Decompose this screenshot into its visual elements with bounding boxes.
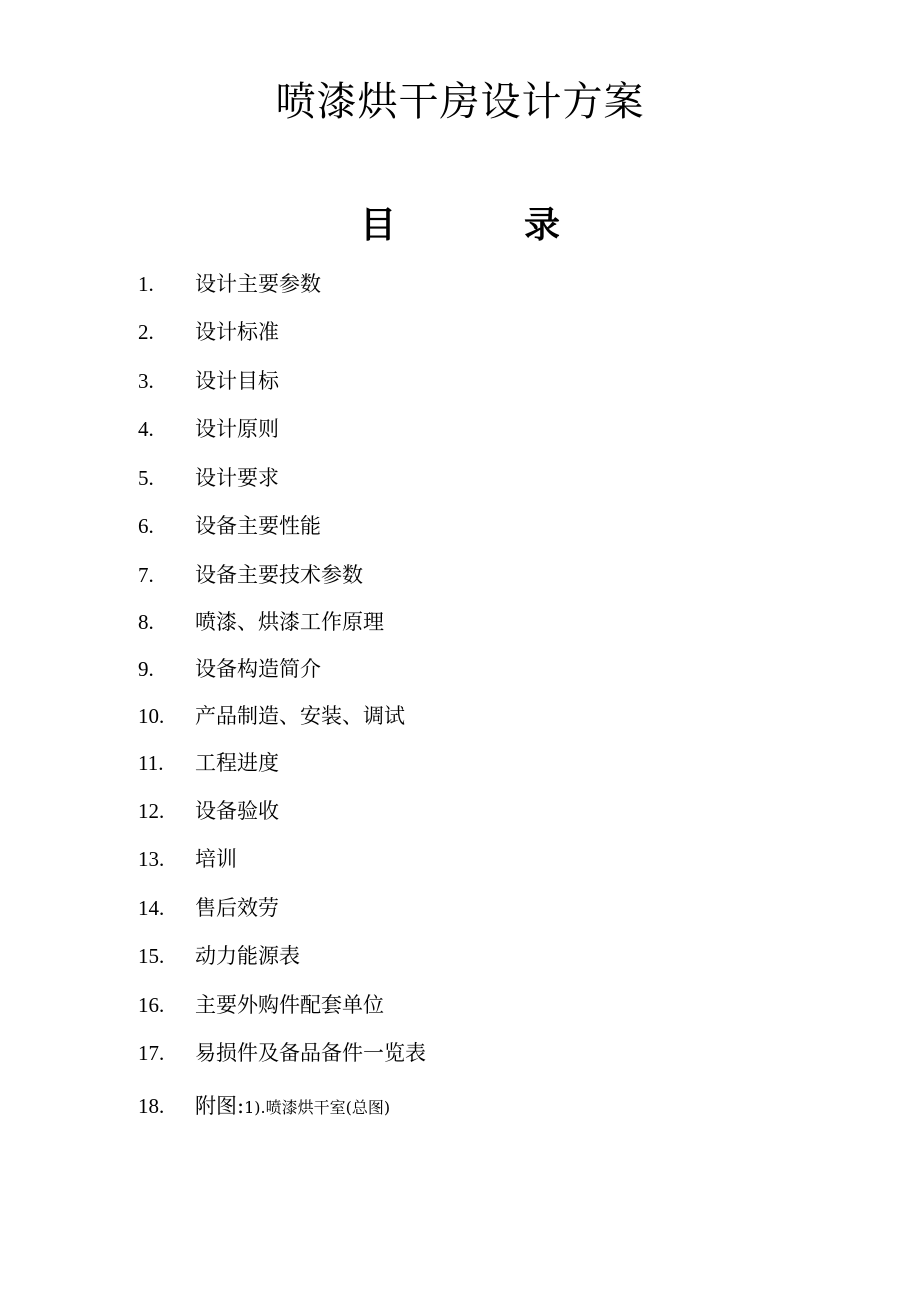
toc-item-label: 设计标准 — [195, 320, 279, 344]
toc-item — [0, 746, 920, 780]
toc-item-number: 2. — [138, 320, 154, 344]
toc-item — [0, 412, 920, 446]
toc-item-label: 动力能源表 — [195, 944, 300, 968]
document-title: 喷漆烘干房设计方案 — [275, 79, 645, 125]
toc-item-number: 14. — [138, 896, 165, 920]
toc-item-number: 4. — [138, 417, 154, 441]
toc-item-label: 喷漆、烘漆工作原理 — [195, 610, 384, 634]
toc-item-label: 设计原则 — [195, 417, 279, 441]
toc-item — [0, 364, 920, 398]
toc-item — [0, 794, 920, 828]
toc-heading-left: 目 — [360, 204, 397, 246]
toc-item-label: 工程进度 — [195, 751, 279, 775]
toc-item-label: 培训 — [195, 847, 237, 871]
toc-item-label: 设计目标 — [195, 369, 279, 393]
toc-item — [0, 315, 920, 349]
toc-item-number: 17. — [138, 1041, 165, 1065]
toc-item-number: 15. — [138, 944, 165, 968]
toc-item-label — [195, 1089, 390, 1125]
toc-item — [0, 509, 920, 543]
toc-item-label: 设备验收 — [195, 799, 279, 823]
toc-item-label: 设计要求 — [195, 466, 279, 490]
toc-item-number: 13. — [138, 847, 165, 871]
toc-item-number: 10. — [138, 704, 165, 728]
toc-item-number: 6. — [138, 514, 154, 538]
toc-item-number: 9. — [138, 657, 154, 681]
toc-item-label: 售后效劳 — [195, 896, 279, 920]
toc-item-number: 18. — [138, 1094, 165, 1118]
toc-item-number: 11. — [138, 751, 164, 775]
toc-heading-right: 录 — [524, 204, 561, 246]
toc-item — [0, 605, 920, 639]
toc-item-label: 设备主要技术参数 — [195, 563, 363, 587]
toc-item-label: 易损件及备品备件一览表 — [195, 1041, 426, 1065]
toc-item-sublabel: 1).喷漆烘干室(总图) — [244, 1098, 391, 1117]
toc-item-number: 7. — [138, 563, 154, 587]
toc-item — [0, 891, 920, 925]
toc-item-number: 16. — [138, 993, 165, 1017]
toc-item-label: 设计主要参数 — [195, 272, 321, 296]
toc-item — [0, 1036, 920, 1070]
toc-item — [0, 558, 920, 592]
toc-item-label-main: 附图: — [195, 1094, 245, 1118]
toc-item-label: 主要外购件配套单位 — [195, 993, 384, 1017]
toc-item-label: 产品制造、安装、调试 — [195, 704, 405, 728]
toc-item — [0, 652, 920, 686]
toc-item-label: 设备主要性能 — [195, 514, 321, 538]
toc-item — [0, 699, 920, 733]
toc-item-label: 设备构造简介 — [195, 657, 321, 681]
toc-item-number: 5. — [138, 466, 154, 490]
toc-item — [0, 939, 920, 973]
toc-item-number: 12. — [138, 799, 165, 823]
toc-item-number: 3. — [138, 369, 154, 393]
toc-item — [0, 267, 920, 301]
toc-item — [0, 842, 920, 876]
toc-item — [0, 1089, 920, 1123]
toc-item-number: 1. — [138, 272, 154, 296]
toc-item-number: 8. — [138, 610, 154, 634]
toc-item — [0, 461, 920, 495]
toc-item — [0, 988, 920, 1022]
